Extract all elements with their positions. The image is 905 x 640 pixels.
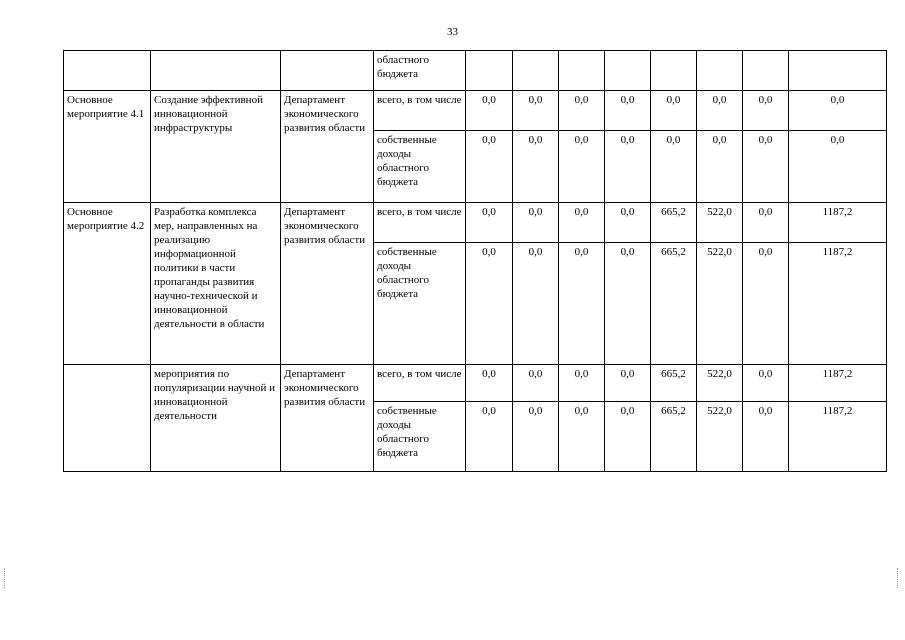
value-cell: 0,0 xyxy=(513,243,559,365)
value-cell: 0,0 xyxy=(743,131,789,203)
table-row xyxy=(64,91,887,131)
table-row xyxy=(64,365,887,402)
total-cell: 1187,2 xyxy=(789,402,887,472)
value-cell: 0,0 xyxy=(466,365,513,402)
value-cell: 0,0 xyxy=(605,91,651,131)
value-cell: 665,2 xyxy=(651,203,697,243)
value-cell: 0,0 xyxy=(513,203,559,243)
value-cell: 0,0 xyxy=(651,91,697,131)
total-cell: 1187,2 xyxy=(789,203,887,243)
total-cell: 0,0 xyxy=(789,91,887,131)
value-cell xyxy=(466,51,513,91)
value-cell xyxy=(559,51,605,91)
value-cell: 0,0 xyxy=(743,365,789,402)
event-name-cell: мероприятия по популяризации научной и инновационной деятельности xyxy=(151,365,281,472)
value-cell: 0,0 xyxy=(605,402,651,472)
event-code-cell xyxy=(64,51,151,91)
total-cell xyxy=(789,51,887,91)
value-cell: 0,0 xyxy=(743,243,789,365)
value-cell xyxy=(605,51,651,91)
value-cell: 0,0 xyxy=(559,131,605,203)
funding-source-cell: всего, в том числе xyxy=(374,91,466,131)
value-cell: 0,0 xyxy=(513,402,559,472)
value-cell: 0,0 xyxy=(697,131,743,203)
value-cell: 0,0 xyxy=(466,131,513,203)
value-cell: 0,0 xyxy=(513,131,559,203)
executor-cell xyxy=(281,51,374,91)
budget-table xyxy=(63,50,887,472)
page-number: 33 xyxy=(447,26,458,38)
executor-cell: Департамент экономического развития области xyxy=(281,365,374,472)
funding-source-cell: всего, в том числе xyxy=(374,365,466,402)
funding-source-cell: собственные доходы областного бюджета xyxy=(374,402,466,472)
funding-source-cell: собственные доходы областного бюджета xyxy=(374,131,466,203)
total-cell: 1187,2 xyxy=(789,365,887,402)
funding-source-cell: областного бюджета xyxy=(374,51,466,91)
executor-cell: Департамент экономического развития области xyxy=(281,91,374,203)
value-cell: 0,0 xyxy=(605,365,651,402)
value-cell xyxy=(697,51,743,91)
value-cell: 0,0 xyxy=(605,243,651,365)
scan-edge-mark-right xyxy=(897,568,901,588)
event-name-cell: Создание эффективной инновационной инфраструктуры xyxy=(151,91,281,203)
value-cell: 0,0 xyxy=(466,402,513,472)
scan-edge-mark-left xyxy=(4,568,8,588)
value-cell xyxy=(743,51,789,91)
total-cell: 0,0 xyxy=(789,131,887,203)
event-name-cell: Разработка комплекса мер, направленных на реализацию информационной политики в части пропаганды развития научно-технической и инновационной деятельности в области xyxy=(151,203,281,365)
value-cell: 522,0 xyxy=(697,203,743,243)
event-code-cell xyxy=(64,365,151,472)
value-cell: 0,0 xyxy=(559,365,605,402)
event-code-cell: Основное мероприятие 4.1 xyxy=(64,91,151,203)
table-row xyxy=(64,203,887,243)
value-cell: 0,0 xyxy=(559,402,605,472)
value-cell: 0,0 xyxy=(651,131,697,203)
total-cell: 1187,2 xyxy=(789,243,887,365)
value-cell: 665,2 xyxy=(651,365,697,402)
value-cell: 0,0 xyxy=(559,91,605,131)
value-cell: 0,0 xyxy=(743,91,789,131)
funding-source-cell: собственные доходы областного бюджета xyxy=(374,243,466,365)
value-cell: 0,0 xyxy=(559,243,605,365)
value-cell: 0,0 xyxy=(605,203,651,243)
value-cell: 0,0 xyxy=(559,203,605,243)
executor-cell: Департамент экономического развития области xyxy=(281,203,374,365)
value-cell xyxy=(651,51,697,91)
value-cell: 0,0 xyxy=(513,91,559,131)
value-cell: 0,0 xyxy=(605,131,651,203)
table-row xyxy=(64,51,887,91)
value-cell xyxy=(513,51,559,91)
value-cell: 0,0 xyxy=(466,243,513,365)
value-cell: 0,0 xyxy=(743,203,789,243)
value-cell: 522,0 xyxy=(697,402,743,472)
value-cell: 0,0 xyxy=(697,91,743,131)
value-cell: 0,0 xyxy=(513,365,559,402)
value-cell: 0,0 xyxy=(466,91,513,131)
funding-source-cell: всего, в том числе xyxy=(374,203,466,243)
value-cell: 522,0 xyxy=(697,365,743,402)
value-cell: 0,0 xyxy=(743,402,789,472)
event-code-cell: Основное мероприятие 4.2 xyxy=(64,203,151,365)
event-name-cell xyxy=(151,51,281,91)
value-cell: 522,0 xyxy=(697,243,743,365)
value-cell: 665,2 xyxy=(651,402,697,472)
value-cell: 665,2 xyxy=(651,243,697,365)
value-cell: 0,0 xyxy=(466,203,513,243)
